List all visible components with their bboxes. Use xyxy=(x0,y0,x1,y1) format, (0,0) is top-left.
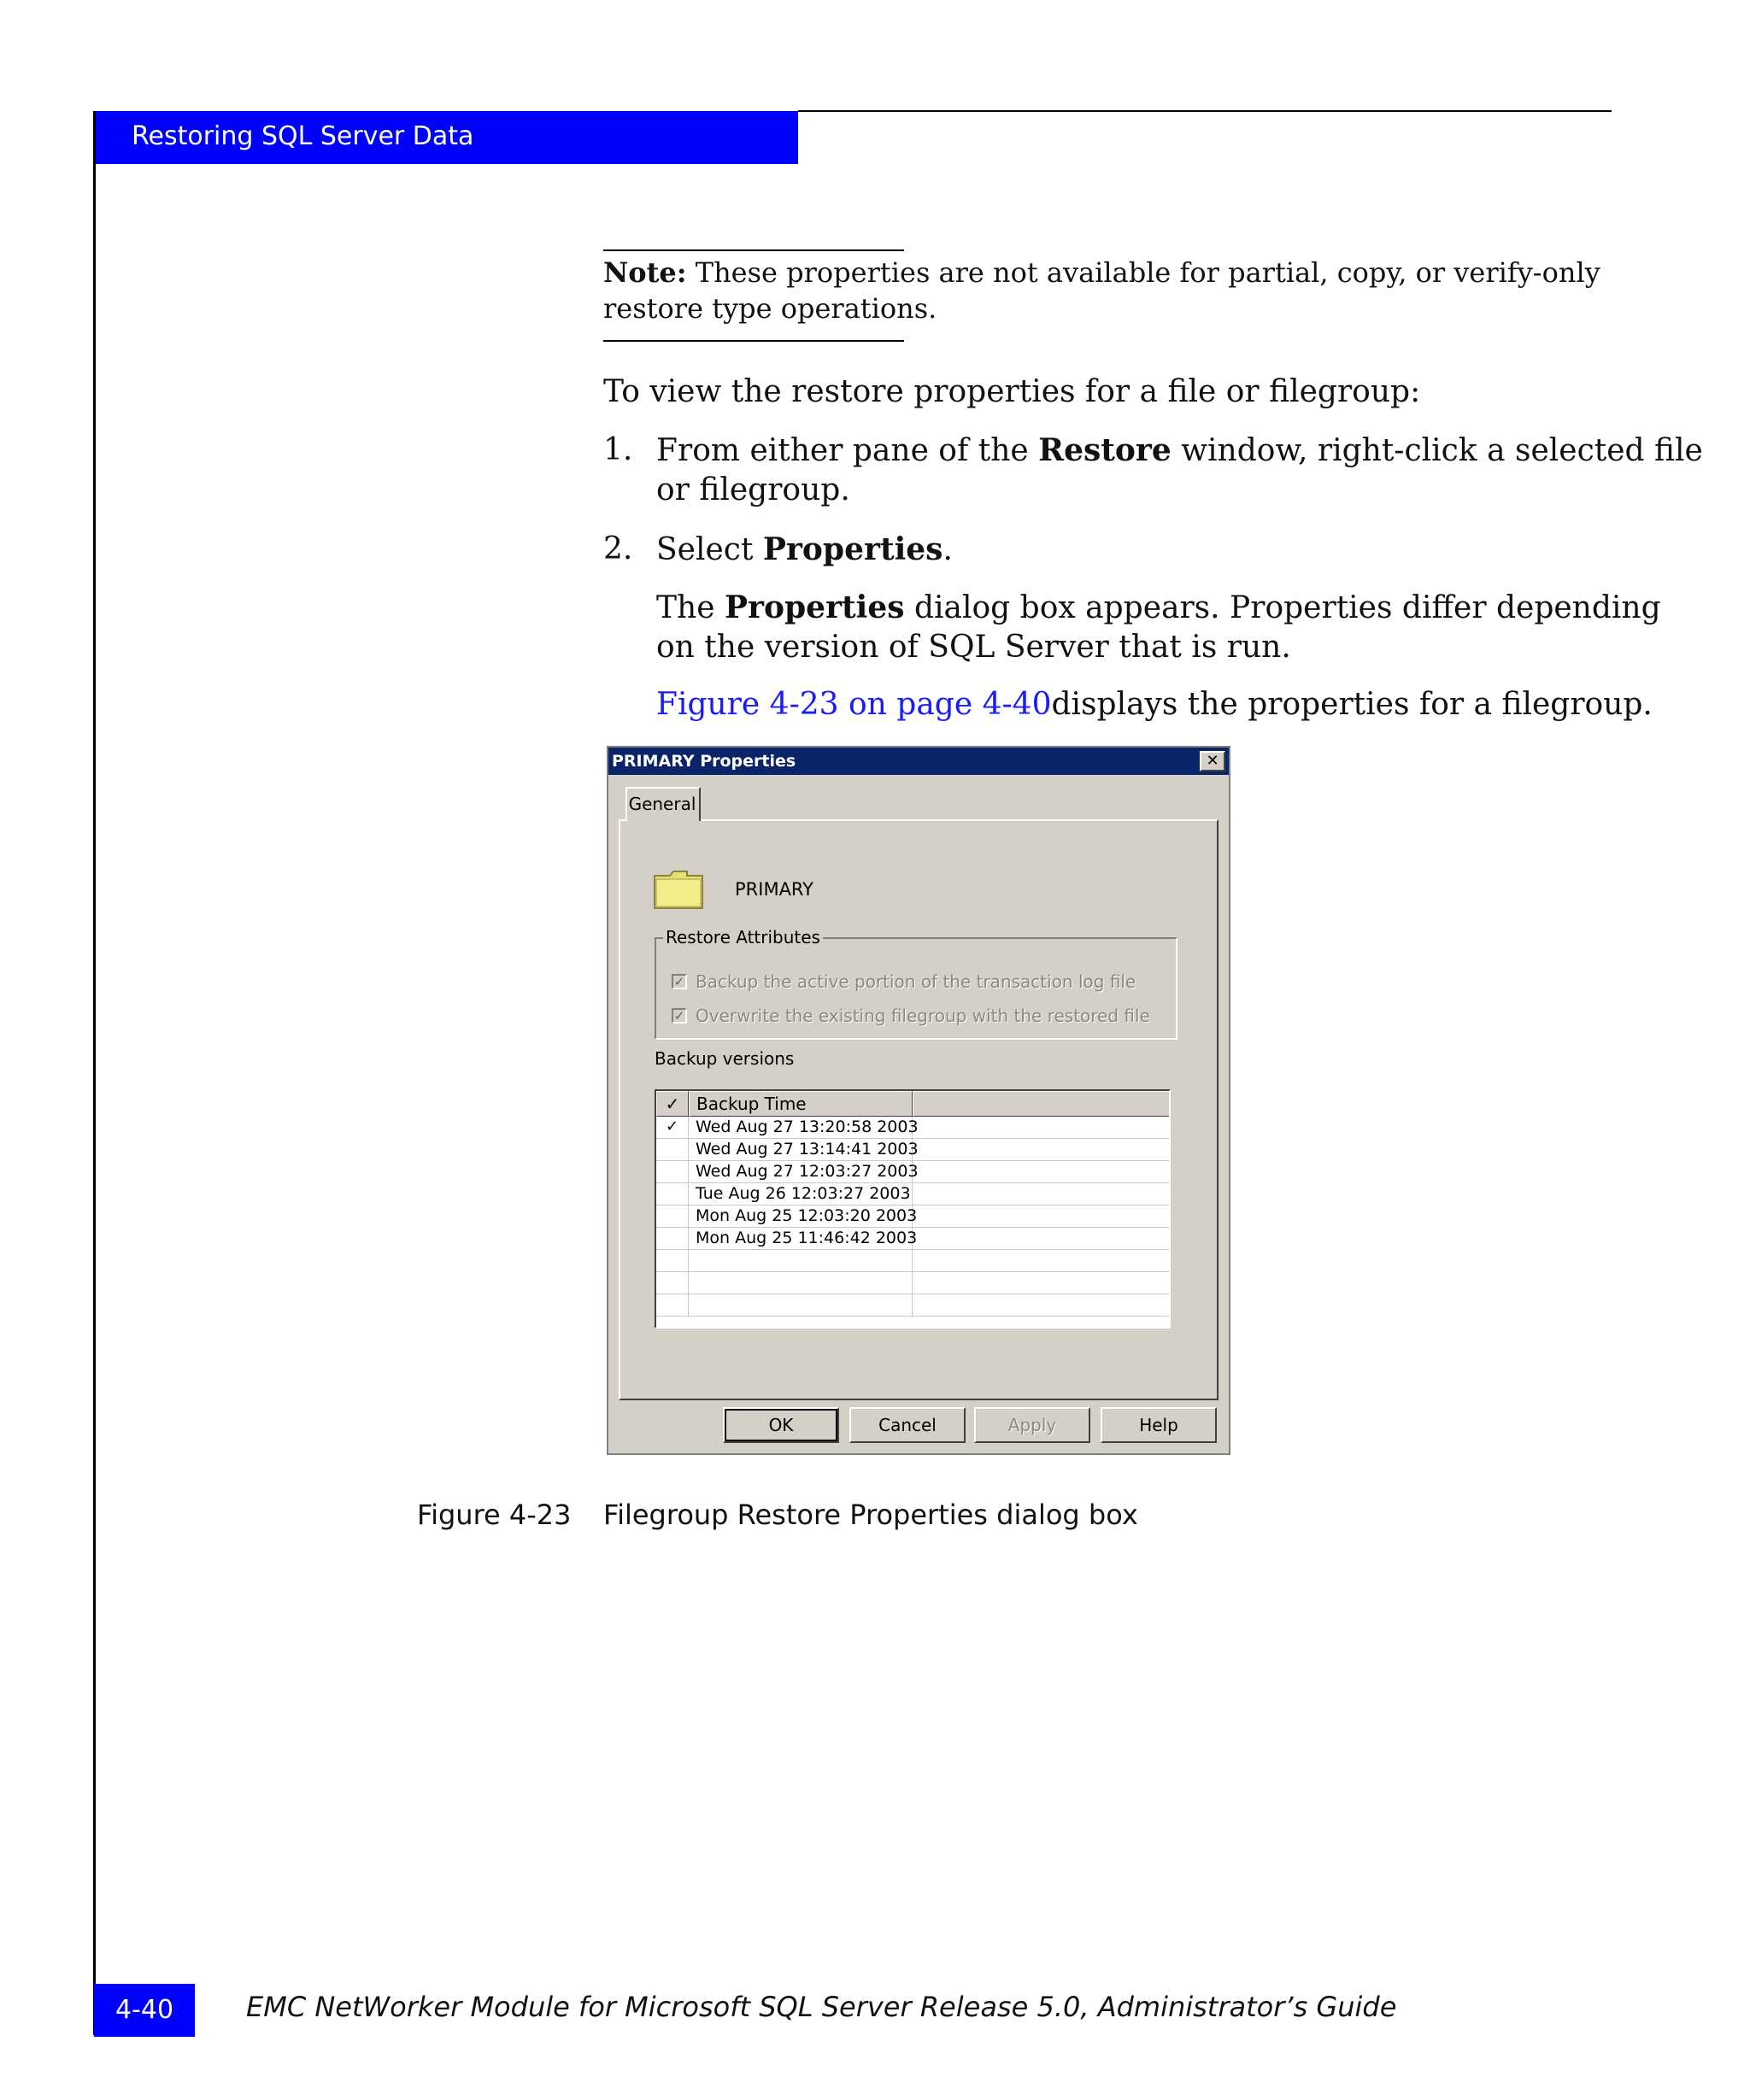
properties-dialog xyxy=(607,746,1230,1455)
figure-number: Figure 4-23 xyxy=(417,1499,572,1531)
para-text-part: The xyxy=(656,590,725,625)
folder-icon xyxy=(653,869,706,915)
step-1-text xyxy=(656,431,1703,510)
row-backup-time xyxy=(689,1250,913,1271)
footer-book-title: EMC NetWorker Module for Microsoft SQL Server Release 5.0, Administrator’s Guide xyxy=(246,1991,1397,2023)
row-check-cell xyxy=(656,1294,689,1316)
page-number-box xyxy=(94,1984,195,2037)
row-check-cell xyxy=(656,1272,689,1293)
row-backup-time: Mon Aug 25 11:46:42 2003 xyxy=(689,1228,913,1249)
step-2-bold: Properties xyxy=(762,531,943,567)
row-backup-time: Wed Aug 27 13:14:41 2003 xyxy=(689,1139,913,1160)
tab-general[interactable] xyxy=(625,787,701,821)
close-icon: ✕ xyxy=(1206,752,1219,770)
list-row[interactable] xyxy=(656,1161,1169,1183)
apply-button[interactable]: Apply xyxy=(974,1407,1090,1443)
row-backup-time: Mon Aug 25 12:03:20 2003 xyxy=(689,1205,913,1227)
note-bottom-rule xyxy=(603,340,904,342)
column-header-empty xyxy=(913,1091,1171,1117)
row-backup-time xyxy=(689,1294,913,1316)
list-row-empty xyxy=(656,1294,1169,1317)
checkbox-label: Overwrite the existing filegroup with the restored file xyxy=(696,1006,1150,1026)
figure-title: Filegroup Restore Properties dialog box xyxy=(603,1499,1138,1531)
header-rule xyxy=(798,110,1612,112)
list-row[interactable] xyxy=(656,1228,1169,1250)
note-text: These properties are not available for partial, copy, or verify-only restore type operations. xyxy=(603,256,1600,325)
object-name-label: PRIMARY xyxy=(735,879,814,900)
row-check-icon[interactable] xyxy=(656,1139,689,1160)
dialog-titlebar[interactable] xyxy=(608,748,1229,775)
row-check-icon[interactable] xyxy=(656,1161,689,1182)
checkbox-checked-icon: ✓ xyxy=(672,1008,687,1024)
step-1-text-part: From either pane of the xyxy=(656,433,1039,468)
ok-button[interactable]: OK xyxy=(723,1407,839,1443)
para-text-part: dialog box appears. Properties differ depending xyxy=(904,590,1661,625)
row-backup-time xyxy=(689,1272,913,1293)
backup-versions-label: Backup versions xyxy=(655,1048,795,1069)
row-check-icon[interactable] xyxy=(656,1183,689,1205)
column-header-backup-time[interactable]: Backup Time xyxy=(689,1091,913,1117)
step-2-text-part: . xyxy=(943,532,953,567)
checkbox-backup-active-log[interactable] xyxy=(672,971,1136,992)
list-row-empty xyxy=(656,1272,1169,1294)
row-backup-time: Wed Aug 27 13:20:58 2003 xyxy=(689,1117,913,1138)
left-margin-rule xyxy=(93,111,96,2035)
dialog-title: PRIMARY Properties xyxy=(612,752,796,771)
tab-general-label: General xyxy=(628,794,696,814)
checkbox-label: Backup the active portion of the transaction log file xyxy=(696,971,1136,992)
step-1-bold: Restore xyxy=(1038,432,1172,468)
list-row-empty xyxy=(656,1250,1169,1272)
page-number: 4-40 xyxy=(115,1995,174,2025)
list-row[interactable] xyxy=(656,1117,1169,1139)
close-button[interactable] xyxy=(1200,751,1225,771)
figure-reference-paragraph xyxy=(656,685,1653,724)
note-label: Note: xyxy=(603,256,687,289)
para-text-line2: on the version of SQL Server that is run. xyxy=(656,630,1291,665)
row-check-icon[interactable]: ✓ xyxy=(656,1117,689,1138)
cancel-button[interactable]: Cancel xyxy=(849,1407,966,1443)
row-check-icon[interactable] xyxy=(656,1228,689,1249)
help-button[interactable]: Help xyxy=(1101,1407,1217,1443)
step-1-text-line2: or filegroup. xyxy=(656,472,850,507)
step-2-text-part: Select xyxy=(656,532,763,567)
step-number: 1. xyxy=(603,432,633,467)
para-bold: Properties xyxy=(724,590,905,625)
para-text-part: displays the properties for a filegroup. xyxy=(1051,687,1653,722)
step-number: 2. xyxy=(603,531,633,566)
row-backup-time: Tue Aug 26 12:03:27 2003 xyxy=(689,1183,913,1205)
section-header-title: Restoring SQL Server Data xyxy=(132,121,474,151)
properties-paragraph xyxy=(656,588,1661,667)
step-2-text xyxy=(656,530,953,570)
step-1-text-part: window, right-click a selected file xyxy=(1171,433,1703,468)
note-paragraph xyxy=(603,255,1612,326)
row-check-cell xyxy=(656,1250,689,1271)
intro-paragraph: To view the restore properties for a file or filegroup: xyxy=(603,374,1421,409)
list-row[interactable] xyxy=(656,1139,1169,1161)
row-check-icon[interactable] xyxy=(656,1205,689,1227)
column-header-check[interactable]: ✓ xyxy=(656,1091,689,1117)
restore-attributes-legend: Restore Attributes xyxy=(663,927,823,947)
note-top-rule xyxy=(603,249,904,251)
list-row[interactable] xyxy=(656,1183,1169,1205)
list-row[interactable] xyxy=(656,1205,1169,1228)
backup-versions-list[interactable] xyxy=(655,1089,1171,1329)
figure-link[interactable]: Figure 4-23 on page 4-40 xyxy=(656,687,1052,722)
checkbox-checked-icon: ✓ xyxy=(672,974,687,989)
row-backup-time: Wed Aug 27 12:03:27 2003 xyxy=(689,1161,913,1182)
checkbox-overwrite-filegroup[interactable] xyxy=(672,1006,1150,1026)
